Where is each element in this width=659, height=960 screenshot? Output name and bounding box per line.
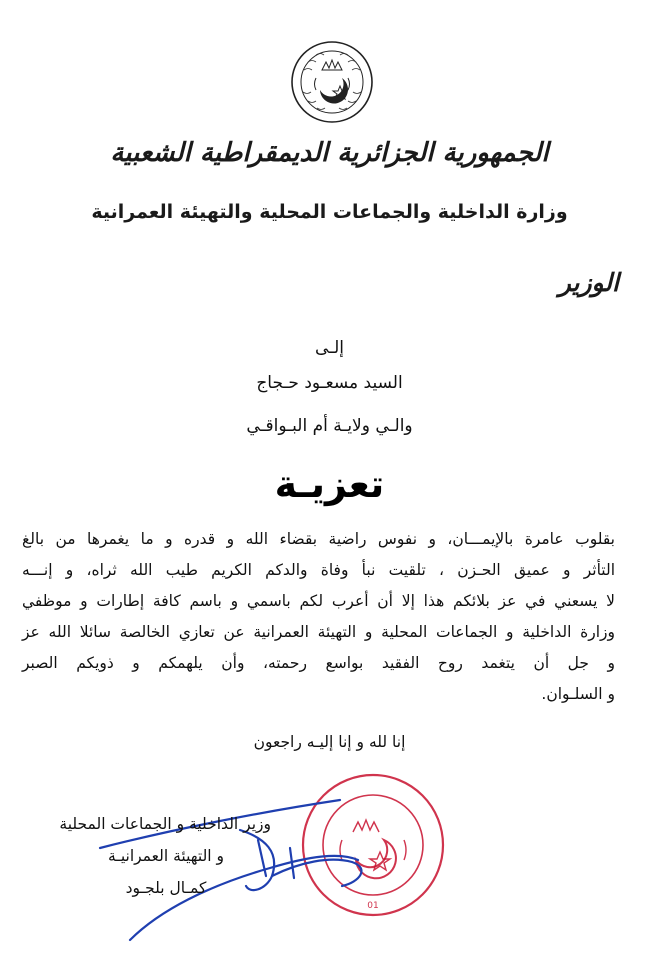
recipient-title: والـي ولايـة أم البـواقـي [246,416,413,436]
minister-title: الوزير [558,268,619,297]
body-line: و جل أن يتغمد روح الفقيد بواسع رحمته، وأن يلهمكم و ذويكم الصبر [22,654,615,672]
signatory-block [61,808,271,904]
signatory-line: و التهيئة العمرانيـة [107,847,225,865]
signatory-name: كمـال بلجـود [125,879,207,897]
document-title: تعزيـة [274,462,385,506]
body-line: لا يسعني في عز بلائكم هذا إلا أن أعرب لكم باسمي و باسم كافة إطارات و موظفي [22,592,615,610]
algeria-national-emblem-icon [290,40,374,124]
body-line: بقلوب عامرة بالإيمـــان، و نفوس راضية بقضاء الله و قدره و ما يغمرها من بالغ [22,530,615,548]
svg-text:01: 01 [367,901,379,911]
ministry-heading: وزارة الداخلية والجماعات المحلية والتهيئة العمرانية [91,201,568,223]
body-line: و السلـوان. [541,685,615,703]
body-line: التأثر و عميق الحـزن ، تلقيت نبأ وفاة والدكم الكريم طيب الله ثراه، و إنـــه [22,561,615,579]
closing-verse: إنا لله و إنا إليـه راجعون [253,733,406,751]
recipient-name: السيد مسعـود حـجاج [256,373,403,393]
signatory-line: وزير الداخلية و الجماعات المحلية [59,815,271,833]
condolence-body [22,524,615,710]
body-line: وزارة الداخلية و الجماعات المحلية و التهيئة العمرانية عن تعازي الخالصة سائلا الله عز [22,623,615,641]
republic-heading: الجمهورية الجزائرية الديمقراطية الشعبية [110,138,549,168]
recipient-to: إلـى [314,338,345,358]
